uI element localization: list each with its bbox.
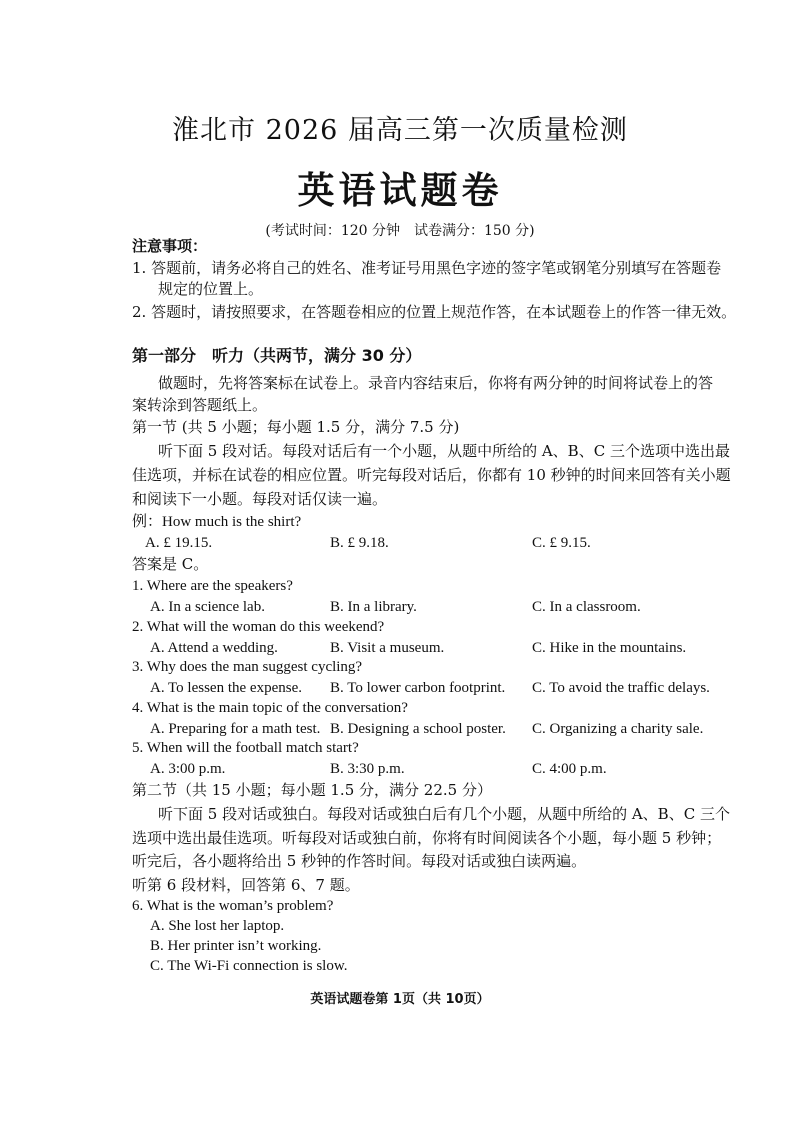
section2-instructions: 听下面 5 段对话或独白。每段对话或独白后有几个小题，从题中所给的 A、B、C 三个 [158,805,730,823]
example-option-c: C. £ 9.15. [532,535,591,551]
section2-instructions-3: 听完后，各小题将给出 5 秒钟的作答时间。每段对话或独白读两遍。 [132,852,587,870]
part1-heading: 第一部分 听力（共两节，满分 30 分） [132,346,422,365]
section1-instructions: 听下面 5 段对话。每段对话后有一个小题，从题中所给的 A、B、C 三个选项中选出最 [158,442,730,460]
question-1-option-a: A. In a science lab. [150,599,265,615]
question-1-option-b: B. In a library. [330,599,417,615]
part1-intro: 做题时，先将答案标在试卷上。录音内容结束后，你将有两分钟的时间将试卷上的答 [158,374,714,392]
example-option-b: B. £ 9.18. [330,535,389,551]
question-2-option-c: C. Hike in the mountains. [532,640,687,656]
question-4-option-a: A. Preparing for a math test. [150,721,321,737]
question-4-option-b: B. Designing a school poster. [330,721,506,737]
question-5-option-b: B. 3:30 p.m. [330,761,405,777]
example-question: 例：How much is the shirt? [132,514,302,530]
question-6-option-b: B. Her printer isn’t working. [150,938,322,954]
question-3-option-b: B. To lower carbon footprint. [330,680,506,696]
exam-info: (考试时间：120 分钟 试卷满分：150 分) [265,223,535,239]
section2-instructions-2: 选项中选出最佳选项。听每段对话或独白前，你将有时间阅读各个小题，每小题 5 秒钟； [132,829,722,847]
question-3-option-c: C. To avoid the traffic delays. [532,680,710,696]
question-6-option-a: A. She lost her laptop. [150,918,285,934]
notice-item-2: 2. 答题时，请按照要求，在答题卷相应的位置上规范作答，在本试题卷上的作答一律无效。 [132,303,737,321]
question-6: 6. What is the woman’s problem? [132,898,334,914]
section2-heading: 第二节（共 15 小题；每小题 1.5 分，满分 22.5 分） [132,781,492,799]
question-3: 3. Why does the man suggest cycling? [132,659,363,675]
notice-item-1-cont: 规定的位置上。 [158,280,264,298]
question-5-option-a: A. 3:00 p.m. [150,761,226,777]
example-option-a: A. £ 19.15. [145,535,213,551]
material-note: 听第 6 段材料，回答第 6、7 题。 [132,876,360,894]
example-answer: 答案是 C。 [132,555,209,573]
question-1: 1. Where are the speakers? [132,578,293,594]
section1-instructions-2: 佳选项，并标在试卷的相应位置。听完每段对话后，你都有 10 秒钟的时间来回答有关小题 [132,466,731,484]
question-1-option-c: C. In a classroom. [532,599,641,615]
section1-heading: 第一节 (共 5 小题；每小题 1.5 分，满分 7.5 分) [132,418,460,436]
notice-item-1: 1. 答题前，请务必将自己的姓名、准考证号用黑色字迹的签字笔或钢笔分别填写在答题卷 [132,259,722,277]
question-2: 2. What will the woman do this weekend? [132,619,385,635]
notice-heading: 注意事项： [132,237,208,255]
question-2-option-b: B. Visit a museum. [330,640,445,656]
section1-instructions-3: 和阅读下一小题。每段对话仅读一遍。 [132,490,388,508]
question-4: 4. What is the main topic of the conversation? [132,700,408,716]
subject-title: 英语试题卷 [297,168,503,212]
part1-intro-cont: 案转涂到答题纸上。 [132,396,268,414]
question-2-option-a: A. Attend a wedding. [150,640,278,656]
question-5: 5. When will the football match start? [132,740,359,756]
question-3-option-a: A. To lessen the expense. [150,680,302,696]
exam-title: 淮北市 2026 届高三第一次质量检测 [172,115,628,146]
question-6-option-c: C. The Wi-Fi connection is slow. [150,958,348,974]
question-4-option-c: C. Organizing a charity sale. [532,721,704,737]
page-footer: 英语试题卷第 1页（共 10页） [310,992,490,1007]
question-5-option-c: C. 4:00 p.m. [532,761,607,777]
